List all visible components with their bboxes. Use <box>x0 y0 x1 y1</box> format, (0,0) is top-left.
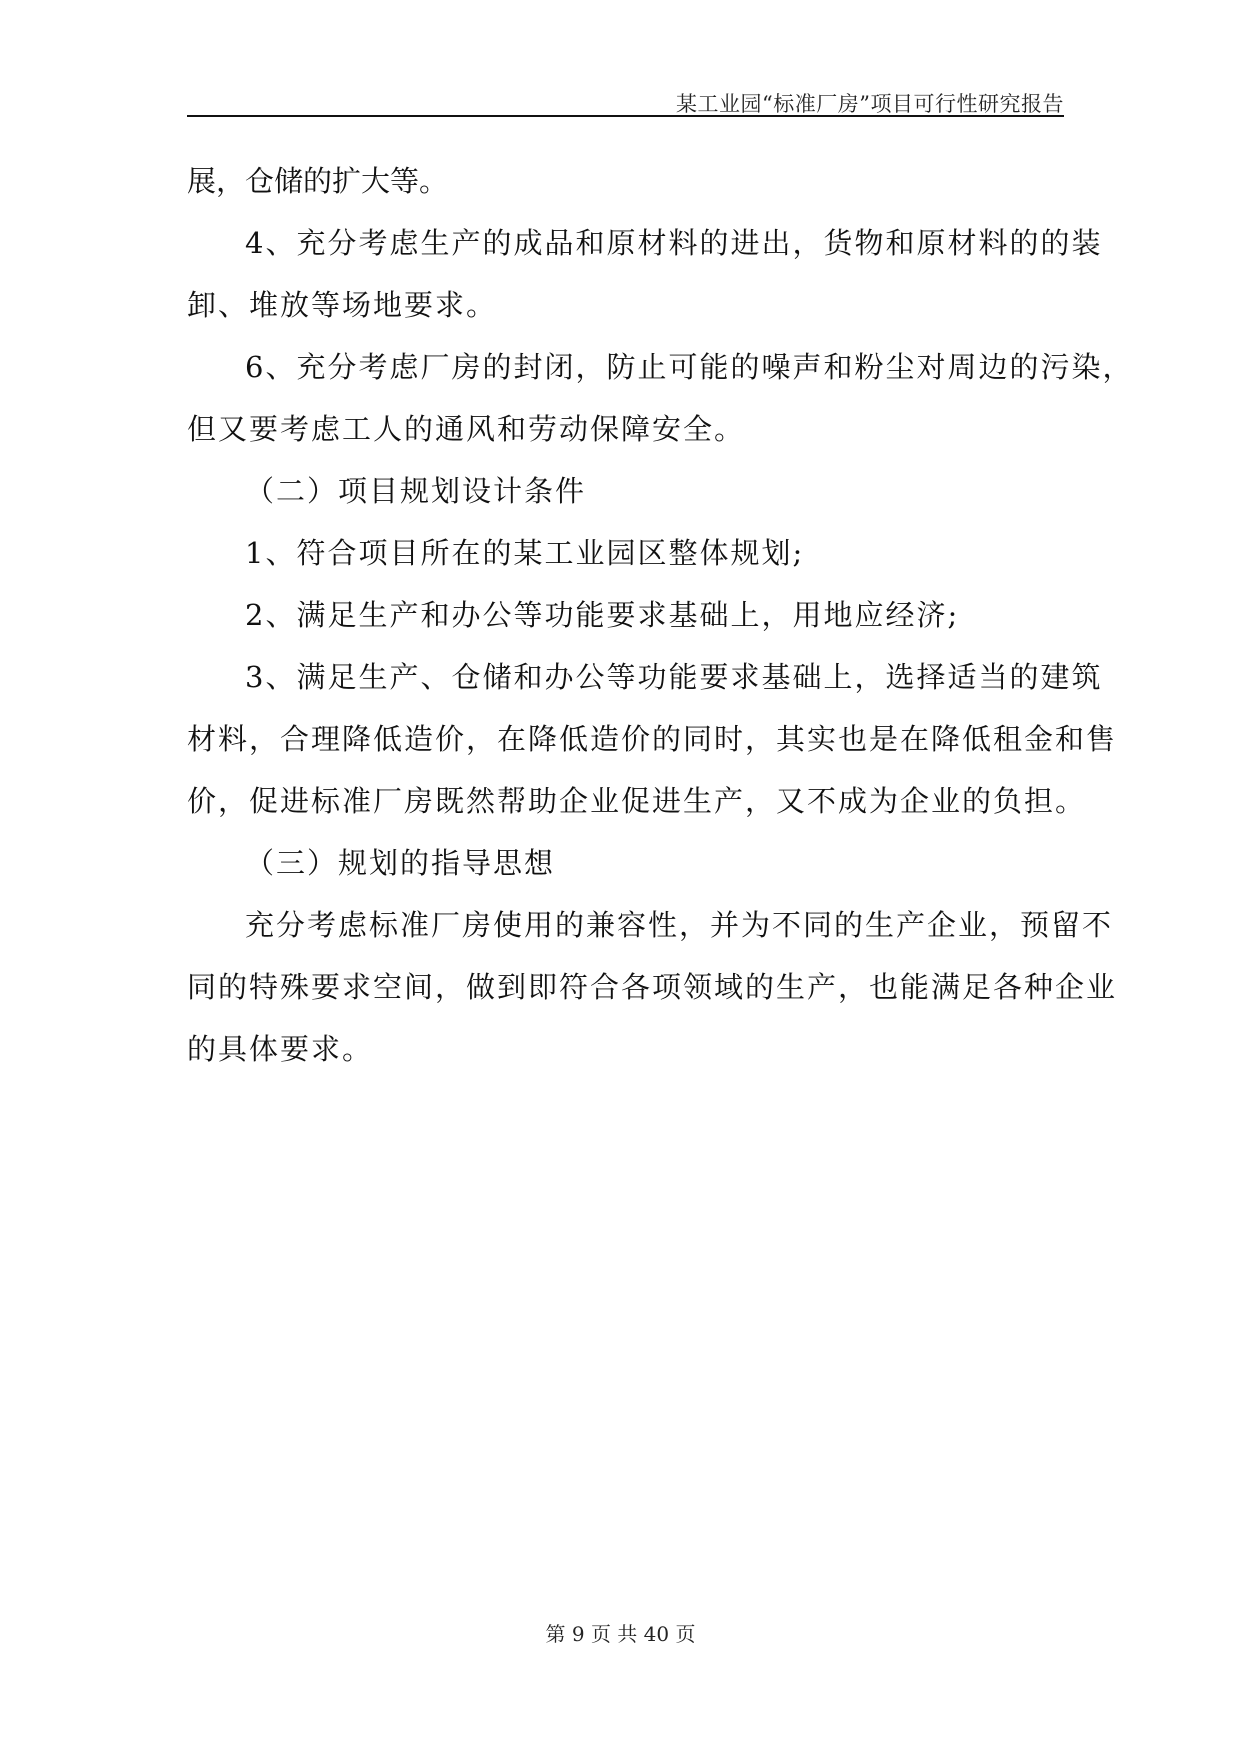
body-line: 但又要考虑工人的通风和劳动保障安全。 <box>187 412 746 446</box>
body-line: 6、充分考虑厂房的封闭，防止可能的噪声和粉尘对周边的污染， <box>245 350 1134 384</box>
body-line: 价，促进标准厂房既然帮助企业促进生产，又不成为企业的负担。 <box>187 784 1087 818</box>
body-line: 3、满足生产、仓储和办公等功能要求基础上，选择适当的建筑 <box>245 660 1103 694</box>
body-line: 1、符合项目所在的某工业园区整体规划; <box>245 536 805 570</box>
header-title: 某工业园“标准厂房”项目可行性研究报告 <box>676 92 1064 116</box>
body-line: 充分考虑标准厂房使用的兼容性，并为不同的生产企业，预留不 <box>245 908 1114 942</box>
body-line: 4、充分考虑生产的成品和原材料的进出，货物和原材料的的装 <box>245 226 1103 260</box>
header-divider <box>187 115 1064 117</box>
body-line: 卸、堆放等场地要求。 <box>187 288 498 322</box>
document-body <box>187 150 1134 1080</box>
body-line: 的具体要求。 <box>187 1032 374 1066</box>
section-heading: （三）规划的指导思想 <box>245 846 556 880</box>
body-line: 展，仓储的扩大等。 <box>187 164 449 198</box>
body-line: 2、满足生产和办公等功能要求基础上，用地应经济; <box>245 598 960 632</box>
section-heading: （二）项目规划设计条件 <box>245 474 587 508</box>
page-number: 第 9 页 共 40 页 <box>545 1622 696 1646</box>
body-line: 材料，合理降低造价，在降低造价的同时，其实也是在降低租金和售 <box>187 722 1118 756</box>
body-line: 同的特殊要求空间，做到即符合各项领域的生产，也能满足各种企业 <box>187 970 1118 1004</box>
